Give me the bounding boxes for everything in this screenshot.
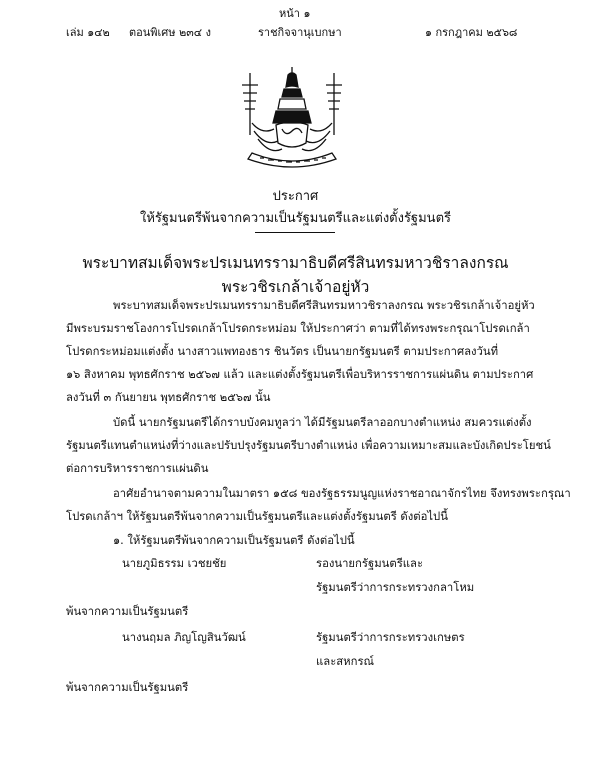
paragraph-1-line-4: ๑๖ สิงหาคม พุทธศักราช ๒๕๖๗ แล้ว และแต่งตั้งรัฐมนตรีเพื่อบริหารราชการแผ่นดิน ตามประกาศ (66, 368, 534, 381)
title-divider (255, 232, 335, 233)
announcement-subtitle: ให้รัฐมนตรีพ้นจากความเป็นรัฐมนตรีและแต่งตั้งรัฐมนตรี (139, 211, 451, 226)
removal-note: พ้นจากความเป็นรัฐมนตรี (66, 605, 189, 618)
paragraph-1-line-1: พระบาทสมเด็จพระปรเมนทรรามาธิบดีศรีสินทรมหาวชิราลงกรณ พระวชิรเกล้าเจ้าอยู่หัว (113, 299, 535, 312)
royal-name-line-1: พระบาทสมเด็จพระปรเมนทรรามาธิบดีศรีสินทรมหาวชิราลงกรณ (82, 254, 509, 272)
minister-position-line: และสหกรณ์ (316, 655, 375, 668)
paragraph-3-line-1: อาศัยอำนาจตามความในมาตรา ๑๕๘ ของรัฐธรรมนูญแห่งราชอาณาจักรไทย จึงทรงพระกรุณา (113, 487, 571, 500)
minister-name: นายภูมิธรรม เวชยชัย (122, 557, 227, 570)
paragraph-2-line-2: รัฐมนตรีแทนตำแหน่งที่ว่างและปรับปรุงรัฐมนตรีบางตำแหน่ง เพื่อความเหมาะสมและบังเกิดประโยชน์ (66, 439, 551, 452)
gazette-name: ราชกิจจานุเบกษา (258, 26, 342, 39)
minister-name: นางนฤมล ภิญโญสินวัฒน์ (122, 631, 246, 644)
gazette-special-issue: ตอนพิเศษ ๒๓๔ ง (129, 26, 211, 39)
announcement-title: ประกาศ (272, 189, 319, 204)
paragraph-1-line-5: ลงวันที่ ๓ กันยายน พุทธศักราช ๒๕๖๗ นั้น (66, 391, 271, 404)
gazette-volume: เล่ม ๑๔๒ (66, 26, 110, 39)
paragraph-1-line-2: มีพระบรมราชโองการโปรดเกล้าโปรดกระหม่อม ให้ประกาศว่า ตามที่ได้ทรงพระกรุณาโปรดเกล้า (66, 322, 530, 335)
paragraph-2-line-1: บัดนี้ นายกรัฐมนตรีได้กราบบังคมทูลว่า ได้มีรัฐมนตรีลาออกบางตำแหน่ง สมควรแต่งตั้ง (113, 416, 532, 429)
removal-note: พ้นจากความเป็นรัฐมนตรี (66, 681, 189, 694)
royal-name-line-2: พระวชิรเกล้าเจ้าอยู่หัว (221, 278, 370, 296)
paragraph-2-line-3: ต่อการบริหารราชการแผ่นดิน (66, 462, 209, 475)
paragraph-3-line-2: โปรดเกล้าฯ ให้รัฐมนตรีพ้นจากความเป็นรัฐมนตรีและแต่งตั้งรัฐมนตรี ดังต่อไปนี้ (66, 510, 448, 523)
paragraph-1-line-3: โปรดกระหม่อมแต่งตั้ง นางสาวแพทองธาร ชินวัตร เป็นนายกรัฐมนตรี ตามประกาศลงวันที่ (66, 345, 499, 358)
royal-cypher-emblem-icon (232, 65, 352, 168)
gazette-date: ๑ กรกฎาคม ๒๕๖๘ (425, 26, 518, 39)
minister-position-line: รองนายกรัฐมนตรีและ (316, 557, 424, 570)
page-number: หน้า ๑ (279, 7, 311, 20)
minister-position-line: รัฐมนตรีว่าการกระทรวงกลาโหม (316, 581, 475, 594)
minister-position-line: รัฐมนตรีว่าการกระทรวงเกษตร (316, 631, 465, 644)
section-1-heading: ๑. ให้รัฐมนตรีพ้นจากความเป็นรัฐมนตรี ดังต่อไปนี้ (113, 534, 355, 547)
